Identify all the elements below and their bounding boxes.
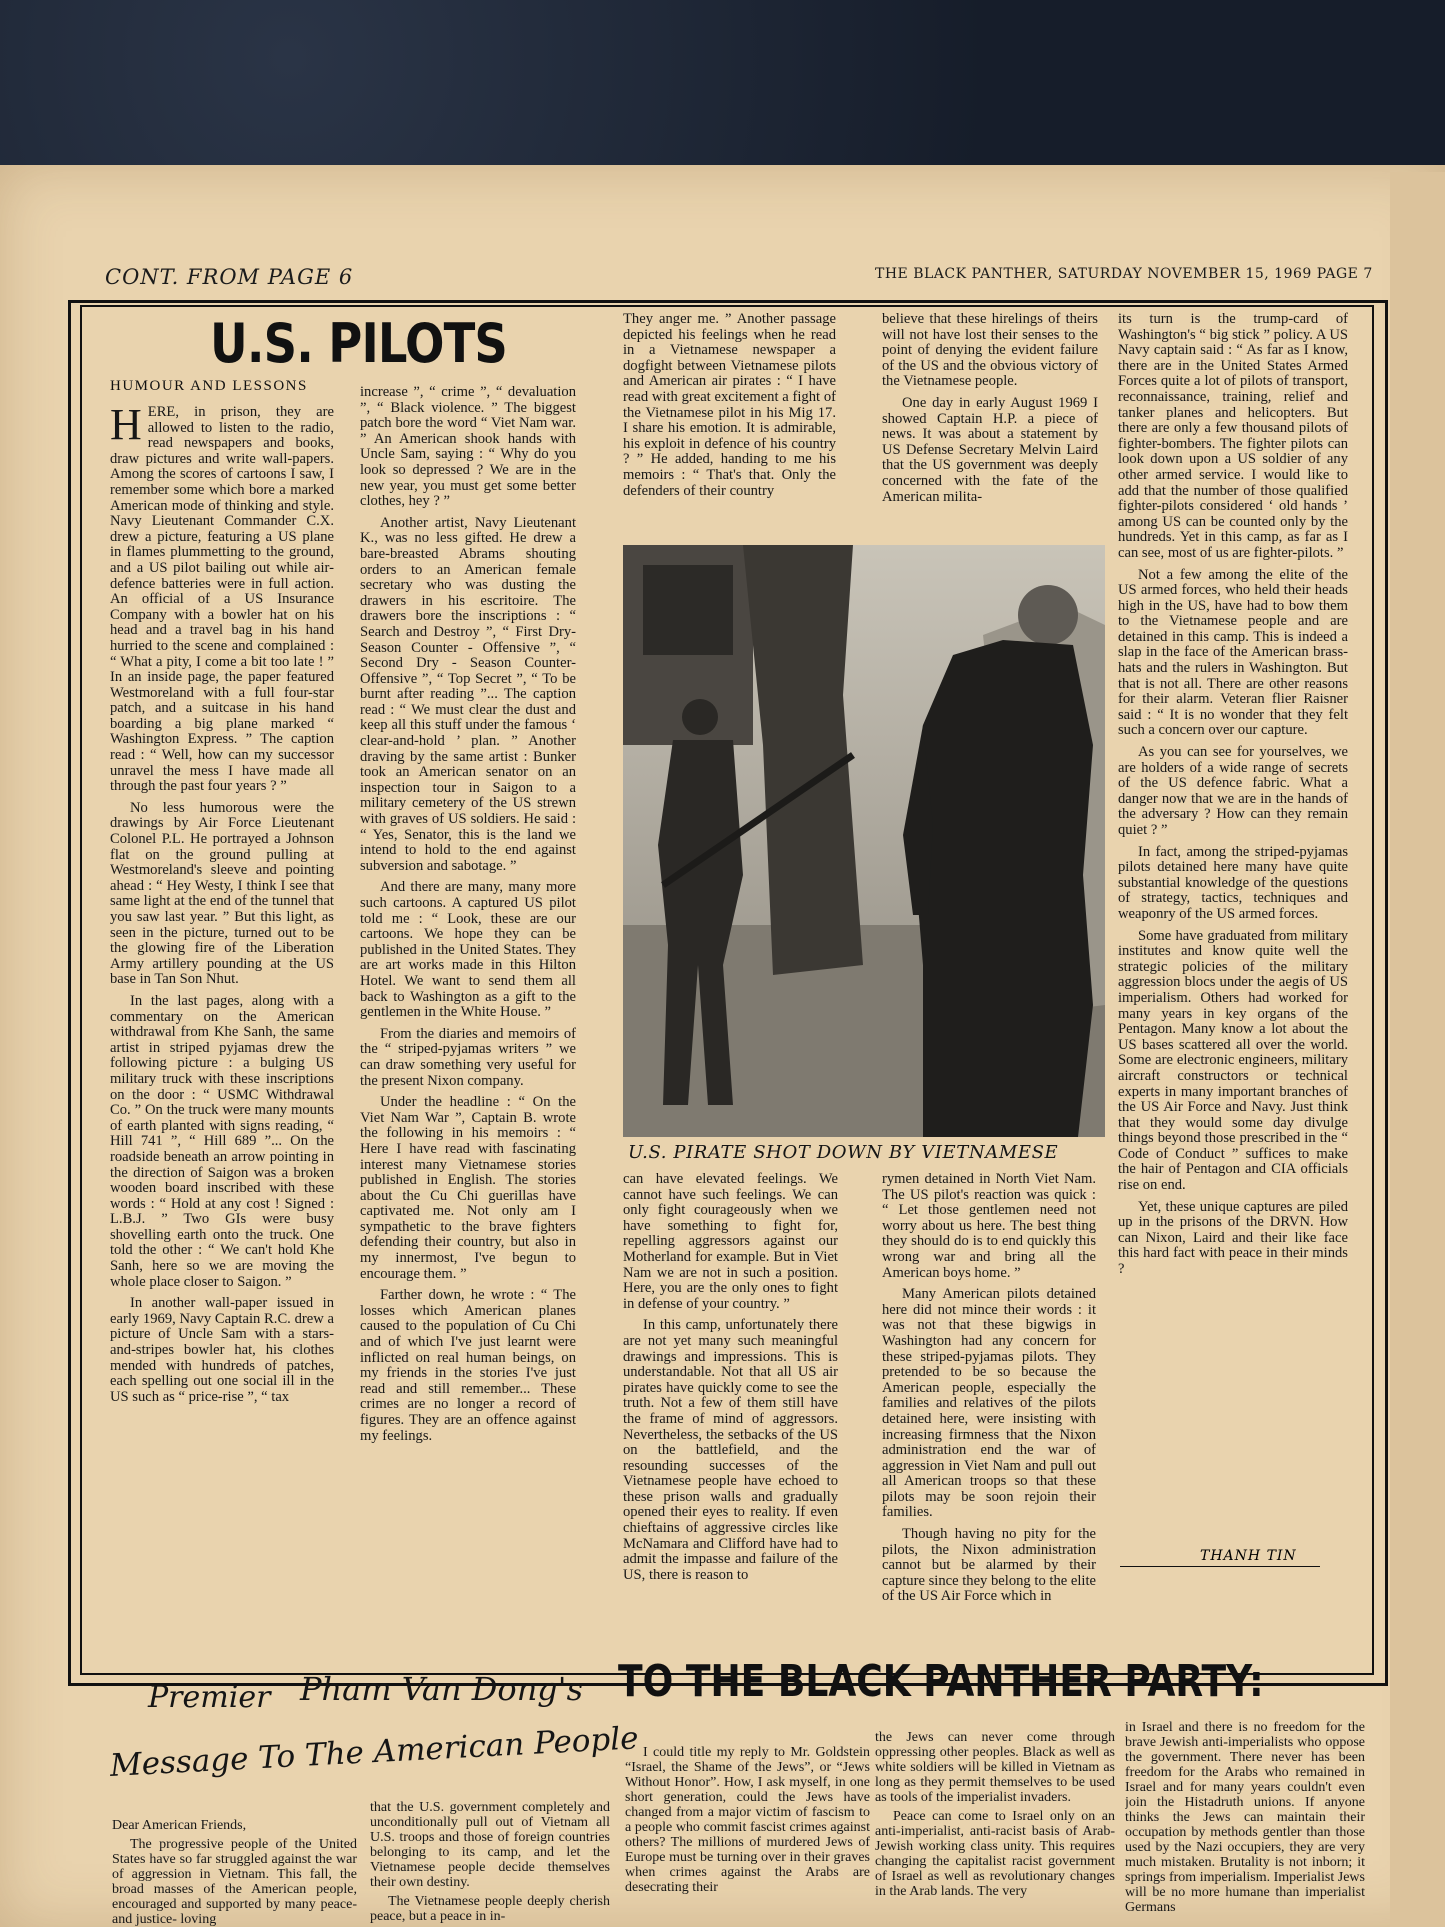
paragraph: As you can see for yourselves, we are holders of a wide range of secrets of the US defence fabric. What a danger now that we are in the hands of the adversary ? How can they remain quiet ? ” [1118, 744, 1348, 838]
paragraph: Under the headline : “ On the Viet Nam War ”, Captain B. wrote the following in his memoirs : “ Here I have read with fascinating interest many Vietnamese stories published in English. The stories about the Cu Chi guerillas have captivated me. Not only am I sympathetic to the brave fighters defending their country, but also in my innermost, I've begun to encourage them. ” [360, 1094, 576, 1282]
article-column-3-bottom [623, 1172, 838, 1657]
paragraph: In another wall-paper issued in early 1969, Navy Captain R.C. drew a picture of Uncle Sam with a stars-and-stripes bowler hat, his clothes mended with hundreds of patches, each spelling out one social ill in the US such as “ price-rise ”, “ tax [110, 1295, 334, 1405]
black-panther-party-headline: TO THE BLACK PANTHER PARTY: [618, 1656, 1264, 1707]
premier-heading: Premier [148, 1680, 271, 1715]
article-headline: U.S. PILOTS [210, 312, 508, 375]
bottom-column-e [1125, 1720, 1365, 1927]
continued-from-label: CONT. FROM PAGE 6 [105, 265, 354, 289]
paragraph: Not a few among the elite of the US armed forces, who held their heads high in the US, have had to bow them to the Vietnamese people and are detained in this camp. This is indeed a slap in the face of the American brass-hats and the rulers in Washington. But that is not all. There are other reasons for their alarm. Veteran flier Raisner said : “ It is no wonder that they felt such a concern over our capture. [1118, 566, 1348, 739]
paragraph: Dear American Friends, [112, 1818, 247, 1833]
article-subhead: HUMOUR AND LESSONS [110, 378, 308, 394]
paragraph: Another artist, Navy Lieutenant K., was no less gifted. He drew a bare-breasted Abrams shouting orders to an American female secretary who was dusting the drawers in his escritoire. The drawers bore the inscriptions : “ Search and Destroy ”, “ First Dry-Season Counter - Offensive ”, “ Second Dry - Season Counter-Offensive ”, “ Top Secret ”, “ To be burnt after reading ”... The caption read : “ We must clear the dust and keep all this stuff under the famous ‘ clear-and-hold ’ plan. ” Another draving by the same artist : Bunker took an American senator on an inspection tour in Saigon to a military cemetery of the US strewn with graves of US soldiers. He said : “ Yes, Senator, this is the land we intend to hold to the end against subversion and sabotage. ” [360, 514, 576, 874]
paragraph: Many American pilots detained here did not mince their words : it was not that these bigwigs in Washington had any concern for these striped-pyjamas pilots. They pretended to be so because the American people, especially the families and relatives of the pilots detained here, were insisting with increasing firmness that the Nixon administration end the war of aggression in Viet Nam and pull out all American troops so that these pilots may be soon rejoin their families. [882, 1286, 1096, 1521]
paragraph: One day in early August 1969 I showed Captain H.P. a piece of news. It was about a statement by US Defense Secretary Melvin Laird that the US government was deeply concerned with the fate of the American milita- [882, 394, 1098, 505]
paragraph: In this camp, unfortunately there are not yet many such meaningful drawings and impressions. This is understandable. Not that all US air pirates have quickly come to see the truth. Not a few of them still have the frame of mind of aggressors. Nevertheless, the setbacks of the US on the battlefield, and the resounding successes of the Vietnamese people have echoed to these prison walls and gradually opened their eyes to reality. If even chieftains of aggressive circles like McNamara and Clifford have had to admit the impasse and failure of the US, there is reason to [623, 1317, 838, 1583]
article-column-2 [360, 385, 576, 1655]
paragraph: Peace can come to Israel only on an anti-imperialist, anti-racist basis of Arab-Jewish working class unity. This requires changing the capitalist racist government of Israel as well as revolutionary changes in the Arab lands. The very [875, 1809, 1115, 1899]
paragraph: can have elevated feelings. We cannot have such feelings. We can only fight courageously when we have something to fight for, repelling aggressors against our Motherland for example. But in Viet Nam we are not in such a position. Here, you are the only ones to fight in defense of your country. ” [623, 1172, 838, 1312]
paragraph: Yet, these unique captures are piled up in the prisons of the DRVN. How can Nixon, Laird and their like face this hard fact with peace in their minds ? [1118, 1198, 1348, 1278]
paragraph: rymen detained in North Viet Nam. The US pilot's reaction was quick : “ Let those gentlemen need not worry about us here. The best thing they should do is to end quickly this wrong war and bring all the American boys home. ” [882, 1172, 1096, 1281]
byline-rule [1120, 1566, 1320, 1567]
paper-edge [1390, 172, 1445, 1927]
paragraph: Farther down, he wrote : “ The losses which American planes caused to the population of Cu Chi and of which I've just learnt were inflicted on real human beings, on my friends in the stories I've just read and still remember... These crimes are no longer a record of figures. They are an offence against my feelings. [360, 1287, 576, 1444]
pham-van-dong-heading: Pham Van Dong's [300, 1670, 583, 1708]
article-column-1 [110, 405, 334, 1655]
message-heading: Message To The American People [109, 1720, 640, 1784]
bottom-column-a [112, 1818, 357, 1927]
paragraph: The Vietnamese people deeply cherish peace, but a peace in in- [370, 1894, 610, 1924]
article-byline: THANH TIN [1200, 1548, 1297, 1564]
paragraph: The progressive people of the United States have so far struggled against the war of aggression in Vietnam. This fall, the broad masses of the American people, encouraged and supported by many peace- and justice- loving [112, 1837, 357, 1927]
paragraph: increase ”, “ crime ”, “ devaluation ”, “ Black violence. ” The biggest patch bore the word “ Viet Nam war. ” An American shook hands with Uncle Sam, saying : “ Why do you look so depressed ? We are in the new year, you must get some better clothes, hey ? ” [360, 385, 576, 510]
dark-background [0, 0, 1445, 190]
article-column-4-bottom [882, 1172, 1096, 1657]
article-column-4-top [882, 312, 1098, 542]
paragraph: From the diaries and memoirs of the “ striped-pyjamas writers ” we can draw something very useful for the present Nixon company. [360, 1025, 576, 1089]
bottom-column-d [875, 1730, 1115, 1927]
paragraph: that the U.S. government completely and unconditionally pull out of Vietnam all U.S. troops and those of foreign countries belonging to its camp, and let the Vietnamese people decide themselves their own destiny. [370, 1800, 610, 1890]
article-column-3-top [623, 312, 836, 542]
paragraph: its turn is the trump-card of Washington's “ big stick ” policy. A US Navy captain said : “ As far as I know, there are in the United States Armed Forces quite a lot of pilots of transport, reconnaissance, training, relief and tanker planes and helicopters. But there are only a few thousand pilots of fighter-bombers. The fighter pilots can look down upon a US soldier of any other armed service. I would like to add that the number of those qualified fighter-pilots considered ‘ old hands ’ among US can be counted only by the hundreds. Yet in this camp, as far as I can see, most of us are fighter-pilots. ” [1118, 312, 1348, 561]
bottom-column-b [370, 1800, 610, 1927]
paragraph: I could title my reply to Mr. Goldstein “Israel, the Shame of the Jews”, or “Jews Without Honor”. How, I ask myself, in one short generation, could the Jews have changed from a major victim of fascism to a people who commit fascist crimes against others? The millions of murdered Jews of Europe must be turning over in their graves when crimes against the Arabs are desecrating their [625, 1745, 870, 1895]
bottom-column-c [625, 1745, 870, 1927]
paragraph: In the last pages, along with a commentary on the American withdrawal from Khe Sanh, the same artist in striped pyjamas drew the following picture : a bulging US military truck with these inscriptions on the door : “ USMC Withdrawal Co. ” On the truck were many mounts of earth planted with signs reading, “ Hill 741 ”, “ Hill 689 ”... On the roadside beneath an arrow pointing in the direction of Saigon was a broken wooden board inscribed with these words : “ Hold at any cost ! Signed : L.B.J. ” Two GIs were busy shovelling earth onto the truck. One told the other : “ We can't hold Khe Sanh, here so we are moving the whole place closer to Saigon. ” [110, 992, 334, 1290]
paragraph: Some have graduated from military institutes and know quite well the strategic policies of the military aggression blocs under the aegis of US imperialism. Others had worked for many years in key organs of the Pentagon. Many know a lot about the US bases scattered all over the world. Some are electronic engineers, military aircraft constructors or technical experts in many important branches of the US Air Force and Navy. Just think that they would some day divulge things beyond those prescribed in the “ Code of Conduct ” suffices to make the hair of Pentagon and CIA officials rise on end. [1118, 927, 1348, 1194]
paragraph: They anger me. ” Another passage depicted his feelings when he read in a Vietnamese newspaper a dogfight between Vietnamese pilots and American air pirates : “ I have read with great excitement a fight of the Vietnamese pilot in his Mig 17. I share his emotion. It is admirable, his exploit in defence of his country ? ” He added, handing to me his memoirs : “ That's that. Only the defenders of their country [623, 312, 836, 499]
photo-caption: U.S. PIRATE SHOT DOWN BY VIETNAMESE [628, 1142, 1059, 1163]
article-column-5 [1118, 312, 1348, 1544]
paragraph: No less humorous were the drawings by Air Force Lieutenant Colonel P.L. He portrayed a Johnson flat on the ground pulling at Westmoreland's sleeve and pointing ahead : “ Hey Westy, I think I see that same light at the end of the tunnel that you saw last year. ” But this light, as seen in the picture, turned out to be the glowing fire of the Liberation Army artillery pounding at the US base in Tan Son Nhut. [110, 799, 334, 988]
paragraph: In fact, among the striped-pyjamas pilots detained here many have quite substantial knowledge of the questions of strategy, tactics, techniques and weaponry of the US armed forces. [1118, 843, 1348, 922]
paragraph: the Jews can never come through oppressing other peoples. Black as well as white soldiers will be killed in Vietnam as long as they permit themselves to be used as tools of the imperialist invaders. [875, 1730, 1115, 1805]
drop-cap: H [110, 405, 142, 449]
paragraph: Though having no pity for the pilots, the Nixon administration cannot but be alarmed by their capture since they belong to the elite of the US Air Force which in [882, 1526, 1096, 1605]
news-photo [623, 545, 1105, 1137]
masthead-dateline: THE BLACK PANTHER, SATURDAY NOVEMBER 15, 1969 PAGE 7 [875, 266, 1373, 282]
paragraph: in Israel and there is no freedom for the brave Jewish anti-imperialists who oppose the government. There never has been freedom for the Arabs who remained in Israel and for many years couldn't even join the Histadruth unions. If anyone thinks the Jews can maintain their occupation by methods gentler than those used by the Nazi occupiers, they are very much mistaken. Brutality is not inborn; it springs from imperialism. Imperialist Jews will be no more humane than imperialist Germans [1125, 1720, 1365, 1915]
paragraph: HERE, in prison, they are allowed to listen to the radio, read newspapers and books, draw pictures and write wall-papers. Among the scores of cartoons I saw, I remember some which bore a marked American mode of thinking and style. Navy Lieutenant Commander C.X. drew a picture, featuring a US plane in flames plummetting to the ground, and a US pilot bailing out while air-defence batteries were in full action. An official of a US Insurance Company with a bowler hat on his head and a travel bag in his hand hurried to the scene and complained : “ What a pity, I come a bit too late ! ” In an inside page, the paper featured Westmoreland with a full four-star patch, and a suitcase in his hand boarding a big plane marked “ Washington Express. ” The caption read : “ Well, how can my successor unravel the mess I have made all through the past four years ? ” [110, 405, 334, 795]
paragraph: And there are many, many more such cartoons. A captured US pilot told me : “ Look, these are our cartoons. We hope they can be published in the United States. They are art works made in this Hilton Hotel. We want to send them all back to Washington as a gift to the gentlemen in the White House. ” [360, 879, 576, 1021]
photo-illustration [623, 545, 1105, 1137]
paragraph: believe that these hirelings of theirs will not have lost their senses to the point of denying the evident failure of the US and the obvious victory of the Vietnamese people. [882, 312, 1098, 390]
